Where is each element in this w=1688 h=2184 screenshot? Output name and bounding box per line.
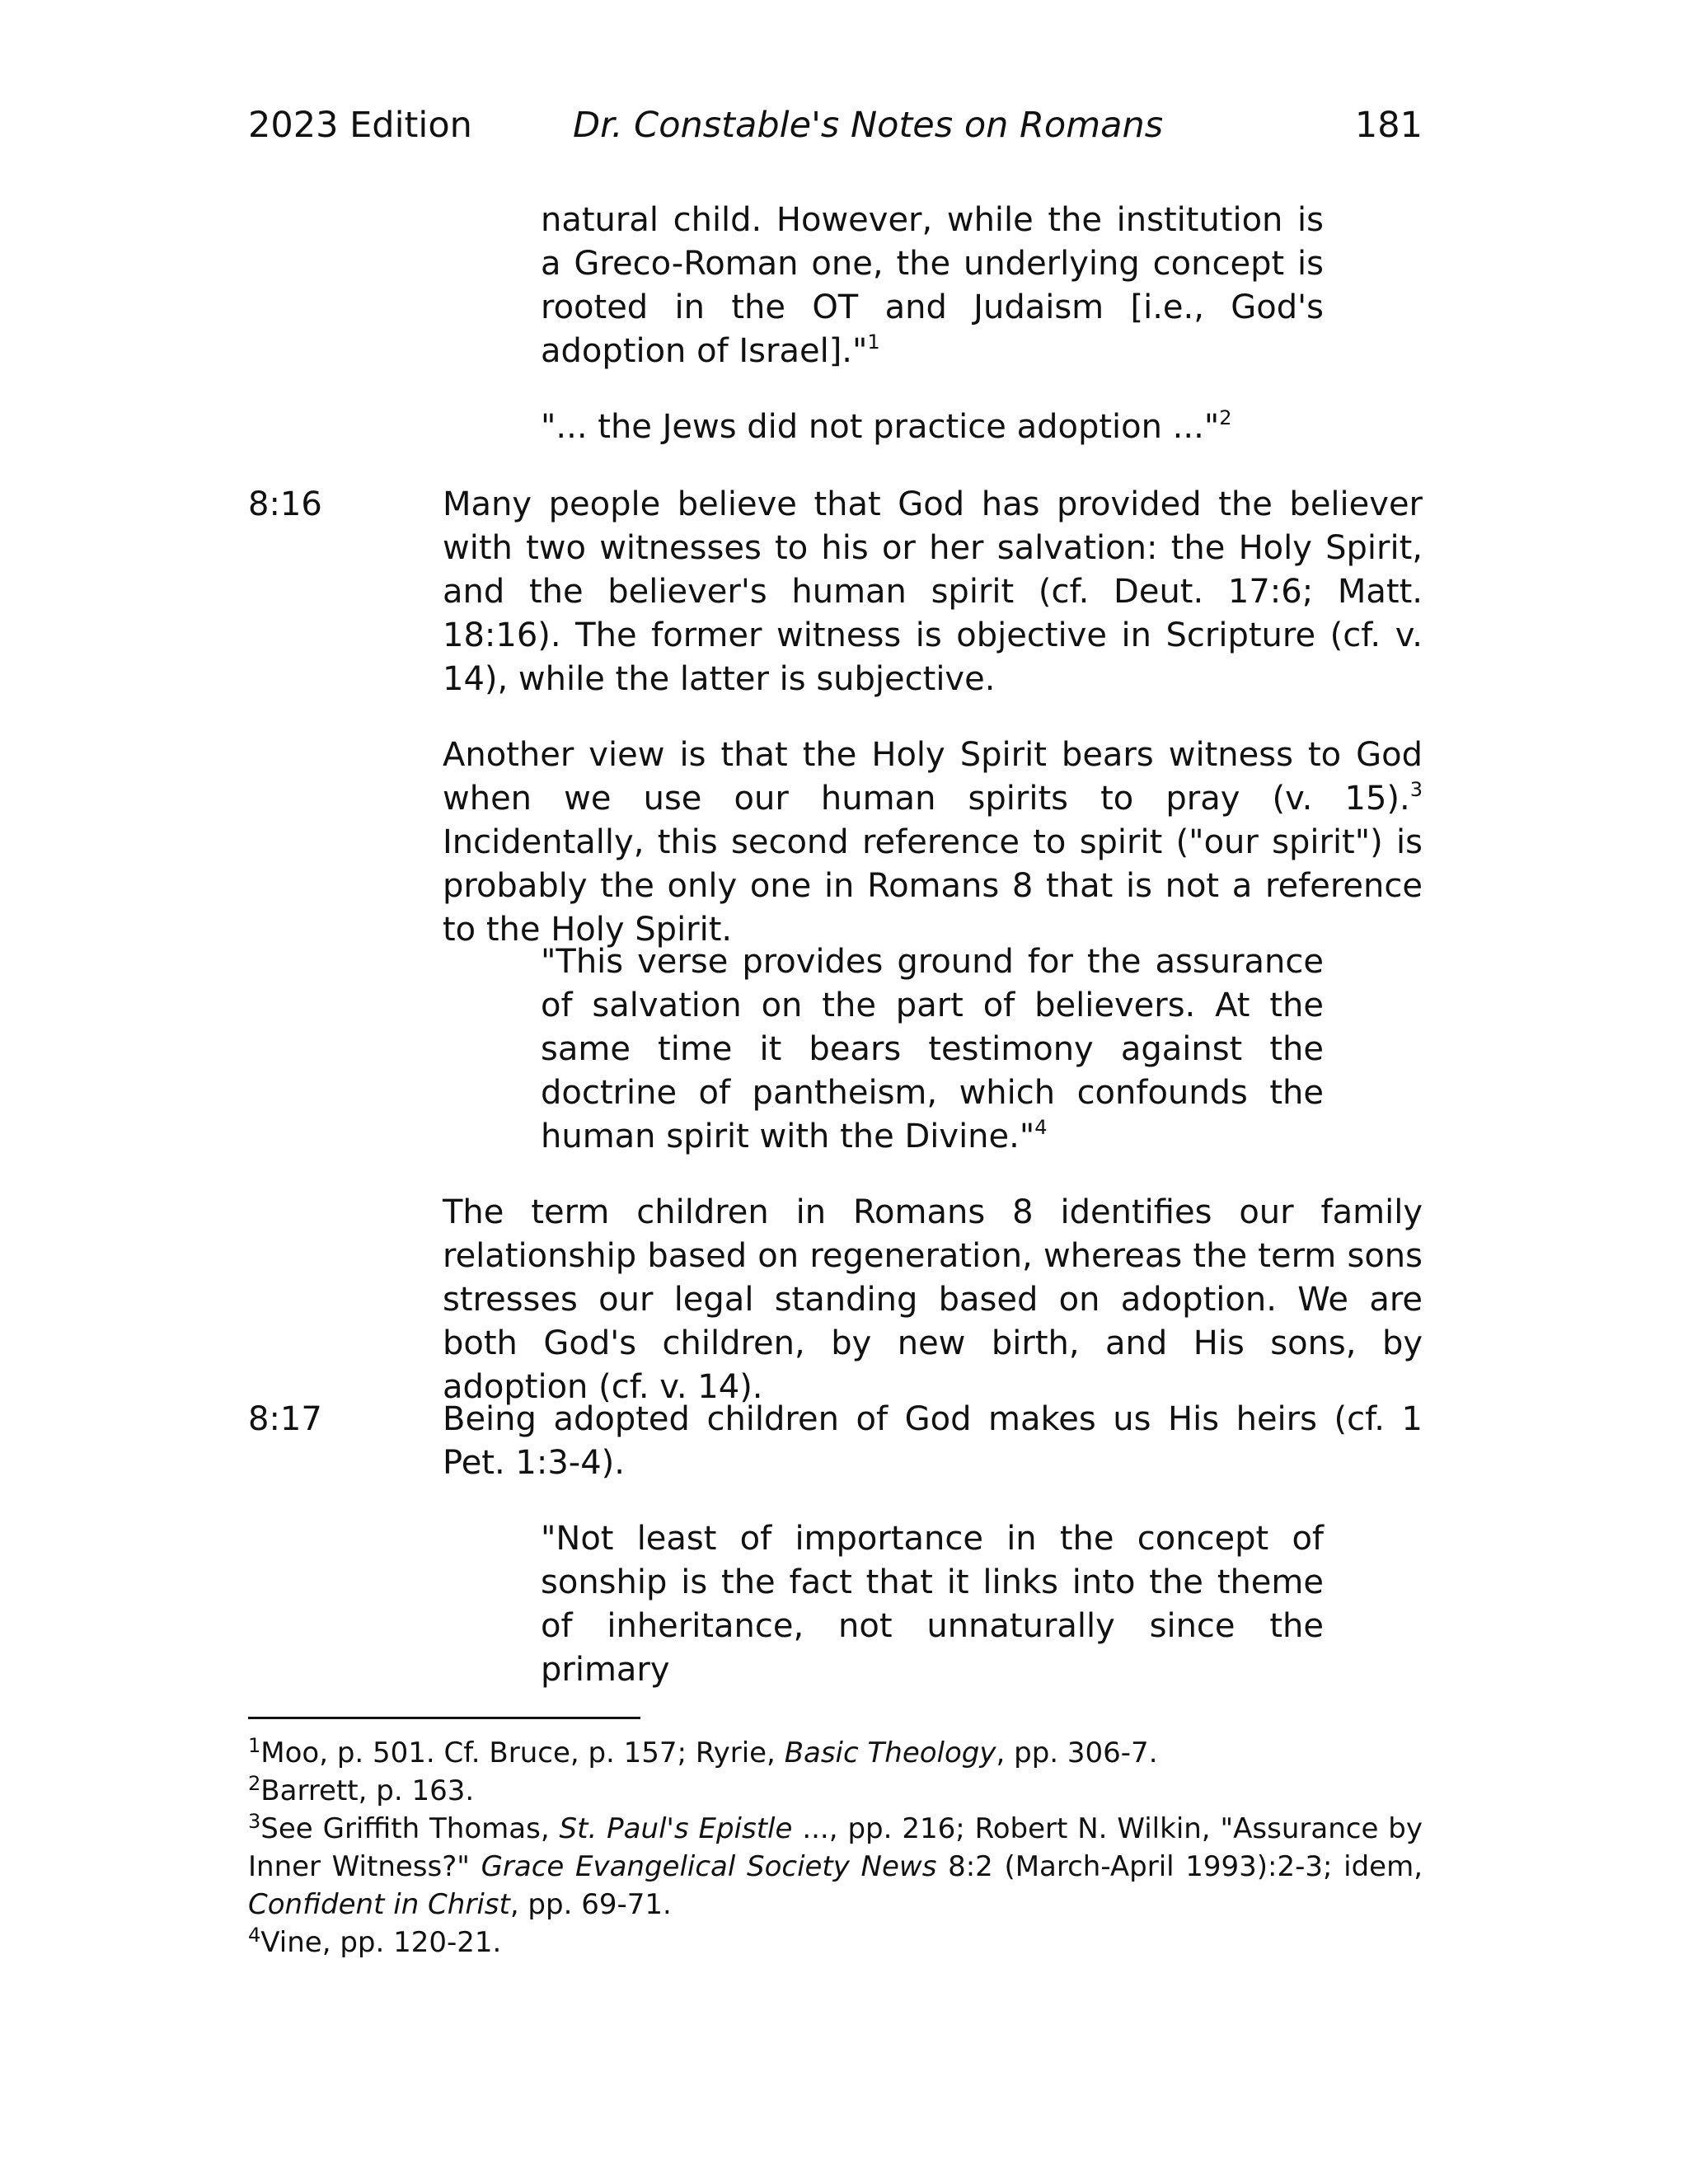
- citation-title: Confident in Christ: [248, 1888, 510, 1921]
- quote-text: "... the Jews did not practice adoption ...": [541, 408, 1220, 446]
- footnote-ref[interactable]: 4: [1034, 1116, 1048, 1139]
- footnote-ref[interactable]: 1: [867, 330, 880, 354]
- footnote-4: [248, 1924, 1423, 1961]
- footnote-ref[interactable]: 3: [1409, 778, 1423, 801]
- footnote-text: , pp. 69-71.: [509, 1888, 672, 1921]
- citation-title: St. Paul's Epistle: [559, 1812, 793, 1845]
- citation-title: Basic Theology: [784, 1736, 996, 1769]
- footnote-number: 3: [248, 1810, 261, 1833]
- footnote-number: 2: [248, 1772, 261, 1795]
- commentary-paragraph: [443, 733, 1423, 952]
- footnote-ref[interactable]: 2: [1219, 406, 1232, 429]
- footnote-number: 4: [248, 1924, 261, 1947]
- footnote-separator: [248, 1717, 640, 1719]
- quote-text: "This verse provides ground for the assurance of salvation on the part of believers. At the same time it bears testimony against the doctrine of pantheism, which confounds the human spirit with the Divine.": [541, 943, 1324, 1155]
- footnote-1: [248, 1734, 1423, 1772]
- block-quote-vine: [541, 940, 1324, 1159]
- book-title: Dr. Constable's Notes on Romans: [573, 105, 1164, 146]
- block-quote-continued: [541, 199, 1324, 373]
- footnotes: [248, 1734, 1423, 1961]
- footnote-text: ..., pp. 216; Robert N. Wilkin, "Assurance by Inner Witness?": [248, 1812, 1423, 1883]
- footnote-text: Barrett, p. 163.: [260, 1774, 475, 1807]
- footnote-number: 1: [248, 1734, 261, 1757]
- commentary-paragraph: The term children in Romans 8 identifies our family relationship based on regeneration, whereas the term sons stresses our legal standing based on adoption. We are both God's children, by new birth, and His sons, by adoption (cf. v. 14).: [443, 1193, 1423, 1406]
- footnote-text: , pp. 306-7.: [996, 1736, 1158, 1769]
- citation-title: Grace Evangelical Society News: [481, 1850, 937, 1883]
- block-quote-sonship: "Not least of importance in the concept of sonship is the fact that it links into the theme of inheritance, not unnaturally since the primary: [541, 1520, 1324, 1689]
- footnote-text: See Griffith Thomas,: [260, 1812, 560, 1845]
- verse-label-8-16: 8:16: [248, 485, 322, 523]
- footnote-2: [248, 1772, 1423, 1810]
- page-header: [248, 101, 1423, 150]
- commentary-paragraph: Being adopted children of God makes us His heirs (cf. 1 Pet. 1:3-4).: [443, 1400, 1423, 1482]
- footnote-text: 8:2 (March-April 1993):2-3; idem,: [936, 1850, 1423, 1883]
- block-quote-barrett: [541, 405, 1324, 449]
- commentary-paragraph: Many people believe that God has provided the believer with two witnesses to his or her salvation: the Holy Spirit, and the believer's human spirit (cf. Deut. 17:6; Matt. 18:16). The former witness is objective in Scripture (cf. v. 14), while the latter is subjective.: [443, 485, 1423, 698]
- quote-text: natural child. However, while the institution is a Greco-Roman one, the underlying concept is rooted in the OT and Judaism [i.e., God's adoption of Israel].": [541, 201, 1324, 370]
- verse-label-8-17: 8:17: [248, 1400, 322, 1438]
- footnote-text: Moo, p. 501. Cf. Bruce, p. 157; Ryrie,: [260, 1736, 785, 1769]
- paragraph-text: Another view is that the Holy Spirit bears witness to God when we use our human spirits to pray (v. 15).: [443, 736, 1423, 818]
- footnote-3: [248, 1810, 1423, 1924]
- edition-label: 2023 Edition: [248, 105, 472, 146]
- footnote-text: Vine, pp. 120-21.: [260, 1926, 502, 1959]
- page-number: 181: [1354, 105, 1423, 146]
- paragraph-text: Incidentally, this second reference to spirit ("our spirit") is probably the only one in Romans 8 that is not a reference to the Holy Spirit.: [443, 823, 1423, 949]
